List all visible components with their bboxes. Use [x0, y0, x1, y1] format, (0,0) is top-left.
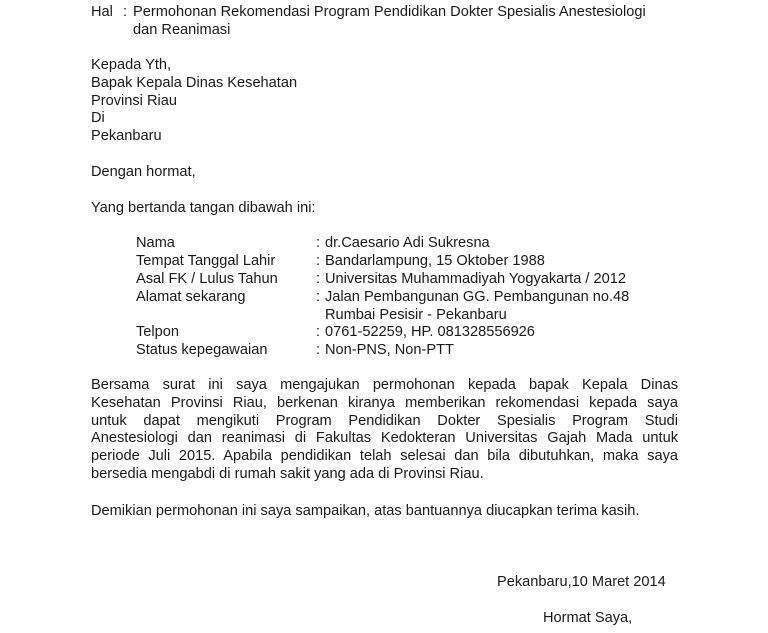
identity-value-address-2: Rumbai Pesisir - Pekanbaru	[325, 306, 507, 323]
subject-line-1: Permohonan Rekomendasi Program Pendidikan Dokter Spesialis Anestesiologi	[133, 4, 646, 20]
regards: Hormat Saya,	[543, 610, 633, 626]
cut-off-text-fragment	[583, 627, 623, 633]
body-line: Bersama surat ini saya mengajukan permohonan kepada bapak Kepala Dinas	[91, 377, 678, 393]
subject-colon: :	[123, 4, 128, 20]
identity-label-birth: Tempat Tanggal Lahir	[136, 253, 276, 269]
place-date: Pekanbaru,10 Maret 2014	[497, 574, 666, 590]
identity-colon: :	[316, 235, 321, 251]
greeting: Dengan hormat,	[91, 164, 196, 180]
identity-label-phone: Telpon	[136, 324, 180, 340]
recipient-di: Di	[91, 110, 105, 126]
identity-colon: :	[316, 324, 321, 340]
subject-label: Hal	[91, 4, 113, 20]
identity-value-status: Non-PNS, Non-PTT	[325, 342, 454, 358]
recipient-salutation: Kepada Yth,	[91, 57, 172, 73]
identity-value-birth: Bandarlampung, 15 Oktober 1988	[325, 253, 545, 269]
identity-label-name: Nama	[136, 235, 175, 251]
subject-line-2: dan Reanimasi	[133, 21, 231, 38]
body-line: Kesehatan Provinsi Riau, berkenan kiranya memberikan rekomendasi kepada saya	[91, 394, 678, 411]
body-line: Anestesiologi dan reanimasi di Fakultas Kedokteran Universitas Gajah Mada untuk	[91, 430, 678, 447]
body-line: periode Juli 2015. Apabila pendidikan telah selesai dan bila dibutuhkan, maka saya	[91, 448, 678, 465]
intro-text: Yang bertanda tangan dibawah ini:	[91, 200, 316, 216]
identity-label-address: Alamat sekarang	[136, 289, 246, 305]
body-line: untuk dapat mengikuti Program Pendidikan Dokter Spesialis Program Studi	[91, 412, 678, 429]
recipient-title: Bapak Kepala Dinas Kesehatan	[91, 75, 298, 91]
identity-label-faculty: Asal FK / Lulus Tahun	[136, 271, 278, 287]
identity-colon: :	[316, 253, 321, 269]
body-line: bersedia mengabdi di rumah sakit yang ada di Provinsi Riau.	[91, 465, 484, 482]
identity-colon: :	[316, 289, 321, 305]
recipient-province: Provinsi Riau	[91, 92, 177, 109]
closing-text: Demikian permohonan ini saya sampaikan, atas bantuannya diucapkan terima kasih.	[91, 503, 640, 519]
identity-colon: :	[316, 271, 321, 287]
identity-value-name: dr.Caesario Adi Sukresna	[325, 235, 490, 251]
recipient-city: Pekanbaru	[91, 127, 162, 144]
identity-label-status: Status kepegawaian	[136, 342, 268, 358]
identity-value-phone: 0761-52259, HP. 081328556926	[325, 324, 535, 340]
identity-value-address: Jalan Pembangunan GG. Pembangunan no.48	[325, 289, 630, 305]
body-paragraph	[91, 377, 678, 484]
identity-colon: :	[316, 342, 321, 358]
identity-value-faculty: Universitas Muhammadiyah Yogyakarta / 2012	[325, 271, 626, 287]
